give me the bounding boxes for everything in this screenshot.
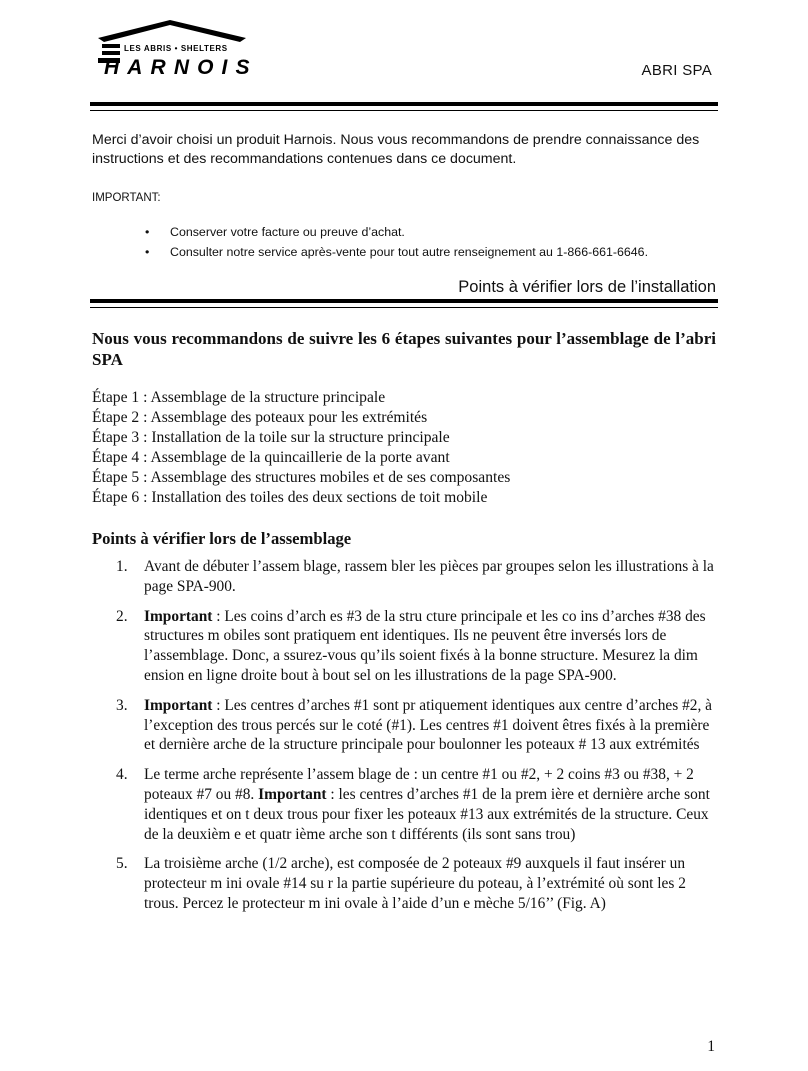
step-item: Étape 4 : Assemblage de la quincaillerie de la porte avant — [92, 449, 450, 466]
important-label: Important — [144, 607, 213, 625]
check-number: 1. — [116, 558, 128, 575]
check-number: 5. — [116, 855, 128, 873]
steps-heading: Nous vous recommandons de suivre les 6 étapes suivantes pour l’assemblage de l’abri SPA — [92, 329, 716, 369]
important-label: Important — [258, 785, 327, 803]
section-title: Points à vérifier lors de l’installation — [458, 278, 716, 296]
check-number: 2. — [116, 607, 128, 625]
header-divider-thin — [90, 110, 718, 111]
check-text: : Les centres d’arches #1 sont pr atiquement identiques aux centre d’arches #2, à l’exception des trous percés sur le coté (#1). Les centres #1 doivent êtres fixés à la première et dernière arche de la structure principale pour boulonner les poteaux # 13 aux extrémités — [144, 696, 712, 754]
step-item: Étape 1 : Assemblage de la structure principale — [92, 389, 386, 406]
check-item — [110, 607, 720, 686]
section-divider-thin — [90, 307, 718, 308]
step-item: Étape 3 : Installation de la toile sur la structure principale — [92, 429, 450, 446]
important-label: IMPORTANT: — [92, 192, 161, 204]
steps-list — [92, 388, 510, 508]
important-bullet-list — [145, 222, 648, 262]
check-item — [110, 696, 720, 755]
check-text: : Les coins d’arch es #3 de la stru cture principale et les co ins d’arches #38 des structures m obiles sont pratiquem ent identiques. Ils ne peuvent être inversés lors de l’assemblage. Donc, a ssurez-vous qu’ils soient fixés à la bonne structure. Mesurez la dim ension en ligne droite bout à bout sel on les illustrations de la page SPA-900. — [144, 607, 706, 684]
check-item — [110, 557, 720, 597]
step-item: Étape 2 : Assemblage des poteaux pour les extrémités — [92, 409, 428, 426]
logo-tagline: LES ABRIS • SHELTERS — [124, 44, 228, 53]
bullet-text: Conserver votre facture ou preuve d’achat. — [170, 225, 405, 239]
check-text: : les centres d’arches #1 de la prem ière et dernière arche sont identiques et on t deux trous pour fixer les poteaux #13 aux extrémités de la structure. Ceux de la deuxièm e et quatr ième arche son t différents (ils sont sans trou) — [144, 785, 710, 843]
check-text: Avant de débuter l’assem blage, rassem bler les pièces par groupes selon les illustrations à la page SPA-900. — [144, 558, 714, 595]
document-title: ABRI SPA — [641, 62, 712, 79]
bullet-item — [145, 222, 648, 242]
bullet-text: Consulter notre service après-vente pour tout autre renseignement au 1-866-661-6646. — [170, 245, 649, 259]
check-item — [110, 854, 720, 913]
assembly-checks-heading: Points à vérifier lors de l’assemblage — [92, 529, 352, 548]
check-number: 3. — [116, 696, 128, 714]
section-divider-thick — [90, 299, 718, 303]
intro-paragraph: Merci d’avoir choisi un produit Harnois. Nous vous recommandons de prendre connaissance des instructions et des recommandations contenues dans ce document. — [92, 132, 700, 167]
bullet-dot: • — [145, 225, 150, 239]
important-label: Important — [144, 696, 213, 714]
logo-wordmark: HARNOIS — [104, 56, 250, 78]
check-text: La troisième arche (1/2 arche), est composée de 2 poteaux #9 auxquels il faut insérer un protecteur m ini ovale #14 su r la partie supérieure du poteau, à l’extrémité où sont les 2 trous. Percez le protecteur m ini ovale à l’aide d’un e mèche 5/16’’ (Fig. A) — [144, 855, 686, 912]
assembly-checks-list — [110, 557, 720, 924]
step-item: Étape 6 : Installation des toiles des deux sections de toit mobile — [92, 489, 488, 506]
check-item — [110, 765, 720, 844]
step-item: Étape 5 : Assemblage des structures mobiles et de ses composantes — [92, 469, 511, 486]
bullet-dot: • — [145, 245, 150, 259]
check-text: Le terme arche représente l’assem blage de : un centre #1 ou #2, + 2 coins #3 ou #38, + 2 poteaux #7 ou #8. — [144, 766, 694, 803]
harnois-logo — [92, 16, 270, 78]
check-number: 4. — [116, 766, 128, 784]
page-number: 1 — [707, 1038, 715, 1055]
bullet-item — [145, 242, 648, 262]
header-divider-thick — [90, 102, 718, 106]
